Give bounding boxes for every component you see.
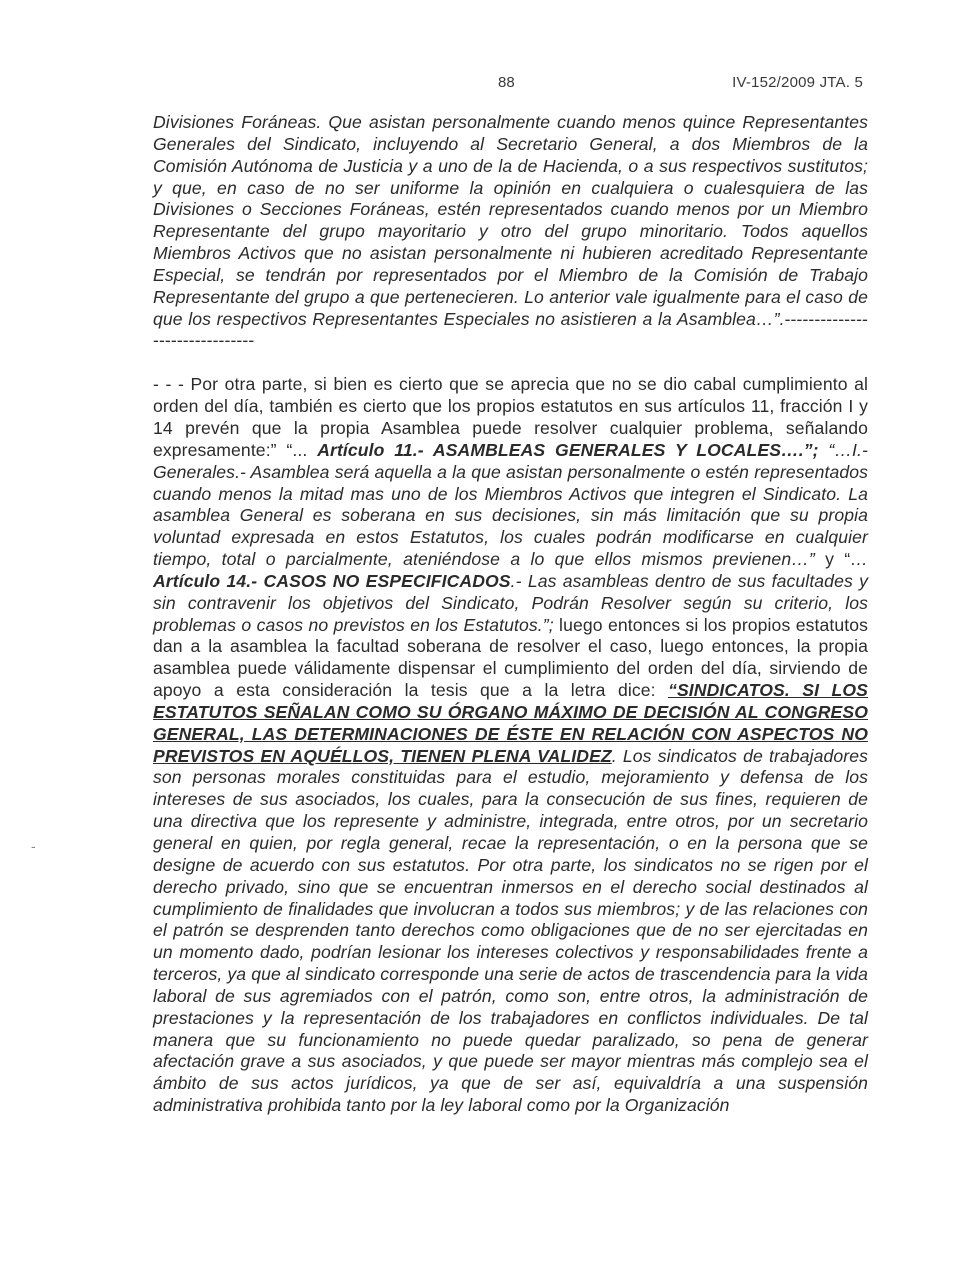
article-14-text: .- Las asambleas dentro de sus facultades y sin contravenir los objetivos del Sindicato, Podrán Resolver según su criterio, los problemas o casos no previstos en los Estatutos.”;	[153, 570, 868, 635]
article-11-heading: Artículo 11.- ASAMBLEAS GENERALES Y LOCALES….”;	[317, 439, 829, 460]
ellipsis: …	[850, 549, 868, 570]
document-body	[153, 112, 868, 1117]
article-14-heading: Artículo 14.- CASOS NO ESPECIFICADOS	[153, 570, 511, 591]
thesis-text: . Los sindicatos de trabajadores son personas morales constituidas para el estudio, mejoramiento y defensa de los intereses de sus asociados, los cuales, para la consecución de sus fines, requieren de una directiva que los represente y administre, integrada, entre otros, por un secretario general en quien, por regla general, recae la representación, o en la persona que se designe de acuerdo con sus estatutos. Por otra parte, los sindicatos no se rigen por el derecho privado, sino que se encuentran inmersos en el derecho social destinados al cumplimiento de finalidades que involucran a todos sus miembros; y de las relaciones con el patrón se desprenden tanto derechos como obligaciones que de no ser ejercitadas en un momento dado, podrían lesionar los intereses colectivos y responsabilidades frente a terceros, ya que al sindicato corresponde una serie de actos de trascendencia para la vida laboral de sus agremiados con el patrón, como son, entre otros, la administración de prestaciones y la representación de los trabajadores en conflictos individuales. De tal manera que su funcionamiento no puede quedar paralizado, so pena de generar afectación grave a sus asociados, y que puede ser mayor mientras más complejo sea el ámbito de sus actos jurídicos, ya que de ser así, equivaldría a una suspensión administrativa prohibida tanto por la ley laboral como por la Organización	[153, 745, 868, 1116]
statute-quote-text: Divisiones Foráneas. Que asistan personalmente cuando menos quince Representantes Generales del Sindicato, incluyendo al Secretario General, a dos Miembros de la Comisión Autónoma de Justicia y a uno de la de Hacienda, o a sus respectivos sustitutos; y que, en caso de no ser uniforme la opinión en cualquiera o cualesquiera de las Divisiones o Secciones Foráneas, estén representados cuando menos por un Miembro Representante del grupo mayoritario y otro del grupo minoritario. Todos aquellos Miembros Activos que no asistan personalmente ni hubieren acreditado Representante Especial, se tendrán por representados por el Miembro de la Comisión de Trabajo Representante del grupo a que pertenecieren. Lo anterior vale igualmente para el caso de que los respectivos Representantes Especiales no asistieren a la Asamblea…”.	[153, 112, 868, 329]
page-header	[150, 74, 865, 98]
conclusion-text: luego entonces si los propios estatutos dan a la asamblea la facultad soberana de resolver el caso, luego entonces, la propia asamblea puede válidamente dispensar el cumplimiento del orden del día, sirviendo de apoyo a esta consideración la tesis que a la letra dice:	[153, 614, 868, 701]
paragraph-analysis	[153, 374, 868, 1117]
thesis-title: “SINDICATOS. SI LOS ESTATUTOS SEÑALAN COMO SU ÓRGANO MÁXIMO DE DECISIÓN AL CONGRESO GENERAL, LAS DETERMINACIONES DE ÉSTE EN RELACIÓN CON ASPECTOS NO PREVISTOS EN AQUÉLLOS, TIENEN PLENA VALIDEZ	[153, 680, 868, 766]
paragraph-statute-quote	[153, 112, 868, 352]
case-number: IV-152/2009 JTA. 5	[732, 74, 863, 91]
article-11-text: “…I.- Generales.- Asamblea será aquella a la que asistan personalmente o estén representados cuando menos la mitad mas uno de los Miembros Activos que integren el Sindicato. La asamblea General es soberana en sus decisiones, sin más limitación que su propia voluntad expresada en estos Estatutos, los cuales podrán modificarse en cualquier tiempo, total o parcialmente, ateniéndose a lo que ellos mismos previenen…”	[153, 439, 868, 570]
connector-text: y “	[814, 549, 851, 570]
page-number: 88	[498, 74, 515, 91]
trailing-dashes: -------------------------------	[153, 308, 868, 351]
analysis-intro: - - - Por otra parte, si bien es cierto que se aprecia que no se dio cabal cumplimiento al orden del día, también es cierto que los propios estatutos en sus artículos 11, fracción I y 14 prevén que la propia Asamblea puede resolver cualquier problema, señalando expresamente:” “...	[153, 374, 868, 460]
margin-mark: -	[31, 838, 36, 854]
